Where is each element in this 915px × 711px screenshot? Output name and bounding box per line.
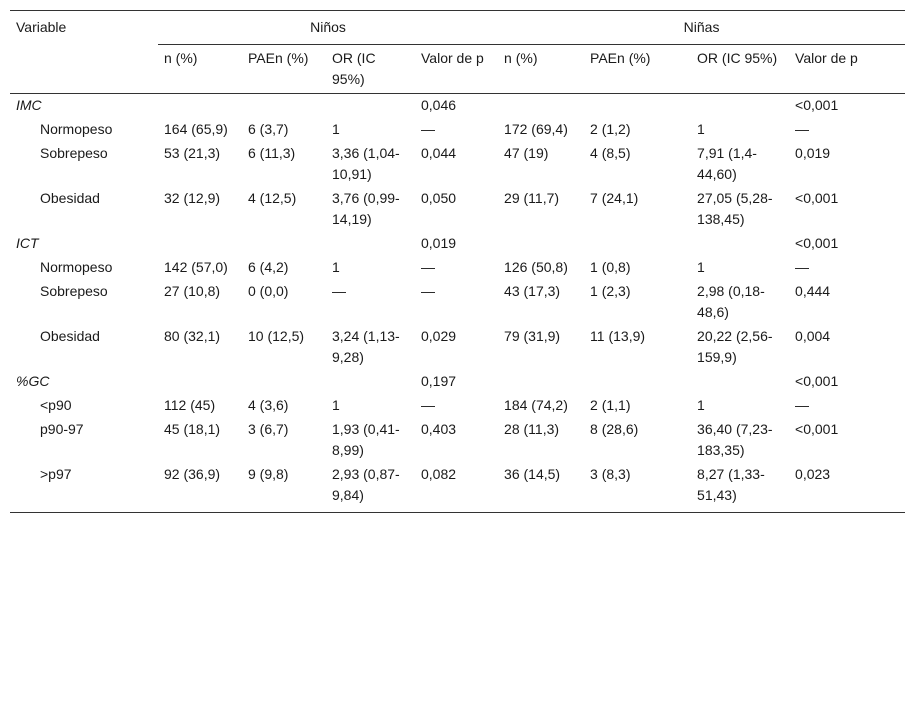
row-label: Normopeso xyxy=(40,259,113,275)
cell-p-girls: <0,001 xyxy=(795,190,839,206)
cell-paen-boys xyxy=(242,370,326,394)
cell-n-girls: 184 (74,2) xyxy=(504,397,568,413)
header-group-girls: Niñas xyxy=(498,11,905,45)
cell-p-girls: <0,001 xyxy=(795,235,839,251)
cell-or-girls: 1 xyxy=(697,121,705,137)
header-col-paen-girls: PAEn (%) xyxy=(584,45,691,94)
cell-p-girls: 0,019 xyxy=(795,145,831,161)
cell-or-boys: 1,93 (0,41-8,99) xyxy=(332,421,400,458)
cell-or-girls: 2,98 (0,18-48,6) xyxy=(697,283,765,320)
cell-or-boys: 3,76 (0,99-14,19) xyxy=(332,190,400,227)
cell-paen-girls xyxy=(584,94,691,119)
cell-or-boys xyxy=(326,370,415,394)
cell-p-boys: 0,050 xyxy=(421,190,457,206)
cell-or-boys: 1 xyxy=(332,259,340,275)
cell-n-boys: 27 (10,8) xyxy=(164,283,221,299)
cell-or-girls: 27,05 (5,28-138,45) xyxy=(697,190,773,227)
cell-n-girls: 172 (69,4) xyxy=(504,121,568,137)
row-label: Sobrepeso xyxy=(40,145,108,161)
cell-or-girls xyxy=(691,94,789,119)
cell-paen-girls: 2 (1,1) xyxy=(590,397,631,413)
header-col-or-boys: OR (IC 95%) xyxy=(326,45,415,94)
cell-paen-boys: 9 (9,8) xyxy=(242,463,326,513)
cell-n-boys: 45 (18,1) xyxy=(164,421,221,437)
header-variable: Variable xyxy=(10,11,158,94)
cell-or-boys: — xyxy=(332,283,346,299)
header-col-p-girls: Valor de p xyxy=(789,45,905,94)
header-col-n-girls: n (%) xyxy=(498,45,584,94)
cell-or-girls: 36,40 (7,23-183,35) xyxy=(697,421,773,458)
cell-or-girls xyxy=(691,370,789,394)
cell-n-girls: 36 (14,5) xyxy=(498,463,584,513)
cell-p-boys: 0,197 xyxy=(421,373,457,389)
cell-paen-boys: 6 (11,3) xyxy=(248,145,296,161)
cell-p-girls: 0,023 xyxy=(789,463,905,513)
cell-p-boys: 0,019 xyxy=(421,235,457,251)
cell-paen-girls: 1 (2,3) xyxy=(590,283,631,299)
cell-n-girls xyxy=(498,370,584,394)
table-row xyxy=(10,118,905,142)
cell-n-boys: 92 (36,9) xyxy=(158,463,242,513)
cell-p-girls: — xyxy=(795,259,810,275)
row-label: Sobrepeso xyxy=(40,283,108,299)
cell-or-girls: 1 xyxy=(697,397,705,413)
cell-paen-girls: 2 (1,2) xyxy=(590,121,631,137)
cell-paen-boys: 6 (3,7) xyxy=(248,121,289,137)
cell-or-girls: 8,27 (1,33-51,43) xyxy=(691,463,789,513)
row-label: Normopeso xyxy=(40,121,113,137)
cell-p-girls: — xyxy=(795,397,810,413)
table-row xyxy=(10,256,905,280)
table-header xyxy=(10,11,905,94)
cell-or-boys xyxy=(326,94,415,119)
table-row xyxy=(10,394,905,418)
cell-n-girls: 43 (17,3) xyxy=(504,283,561,299)
cell-paen-boys xyxy=(242,232,326,256)
header-col-paen-boys: PAEn (%) xyxy=(242,45,326,94)
table-row xyxy=(10,142,905,187)
cell-n-girls xyxy=(498,232,584,256)
cell-paen-girls: 3 (8,3) xyxy=(584,463,691,513)
cell-n-girls xyxy=(498,94,584,119)
cell-p-girls: <0,001 xyxy=(795,421,839,437)
cell-n-boys: 80 (32,1) xyxy=(164,328,221,344)
group-label: %GC xyxy=(16,373,50,389)
cell-n-boys: 142 (57,0) xyxy=(164,259,228,275)
cell-n-girls: 29 (11,7) xyxy=(504,190,560,206)
table-row xyxy=(10,418,905,463)
cell-n-boys: 112 (45) xyxy=(164,397,216,413)
row-label: Obesidad xyxy=(40,328,100,344)
table-group-row xyxy=(10,232,905,256)
header-col-n-boys: n (%) xyxy=(158,45,242,94)
cell-n-boys: 53 (21,3) xyxy=(164,145,221,161)
cell-n-girls: 126 (50,8) xyxy=(504,259,568,275)
cell-p-girls: <0,001 xyxy=(795,97,839,113)
cell-paen-girls: 8 (28,6) xyxy=(590,421,639,437)
header-col-p-boys: Valor de p xyxy=(415,45,498,94)
row-label: Obesidad xyxy=(40,190,100,206)
cell-paen-boys xyxy=(242,94,326,119)
cell-paen-boys: 10 (12,5) xyxy=(248,328,305,344)
group-label: ICT xyxy=(16,235,39,251)
cell-n-boys xyxy=(158,232,242,256)
row-label: <p90 xyxy=(40,397,72,413)
cell-n-girls: 28 (11,3) xyxy=(504,421,560,437)
header-col-or-girls: OR (IC 95%) xyxy=(691,45,789,94)
cell-or-boys: 1 xyxy=(332,121,340,137)
table-body xyxy=(10,94,905,513)
cell-p-boys: — xyxy=(421,283,435,299)
cell-paen-boys: 4 (3,6) xyxy=(248,397,289,413)
cell-or-girls: 1 xyxy=(697,259,705,275)
cell-paen-girls: 11 (13,9) xyxy=(590,328,646,344)
cell-n-girls: 79 (31,9) xyxy=(504,328,561,344)
cell-p-boys: — xyxy=(421,259,435,275)
cell-or-girls xyxy=(691,232,789,256)
table-row xyxy=(10,280,905,325)
cell-paen-boys: 4 (12,5) xyxy=(248,190,297,206)
cell-paen-boys: 3 (6,7) xyxy=(248,421,289,437)
row-label: p90-97 xyxy=(40,421,84,437)
cell-or-boys xyxy=(326,232,415,256)
cell-or-boys: 2,93 (0,87-9,84) xyxy=(326,463,415,513)
cell-p-girls: 0,004 xyxy=(795,328,831,344)
cell-p-boys: — xyxy=(421,397,435,413)
cell-paen-girls: 1 (0,8) xyxy=(590,259,631,275)
table-row xyxy=(10,463,905,513)
cell-or-boys: 3,36 (1,04-10,91) xyxy=(332,145,400,182)
cell-or-girls: 7,91 (1,4-44,60) xyxy=(697,145,757,182)
cell-paen-girls xyxy=(584,370,691,394)
cell-paen-girls: 7 (24,1) xyxy=(590,190,639,206)
cell-p-boys: 0,403 xyxy=(421,421,457,437)
table-row xyxy=(10,187,905,232)
cell-p-boys: 0,046 xyxy=(421,97,457,113)
table-group-row xyxy=(10,94,905,119)
cell-p-girls: — xyxy=(795,121,810,137)
cell-p-boys: 0,029 xyxy=(421,328,457,344)
results-table xyxy=(10,10,905,513)
cell-p-girls: <0,001 xyxy=(795,373,839,389)
cell-p-girls: 0,444 xyxy=(795,283,831,299)
cell-or-boys: 1 xyxy=(332,397,340,413)
results-table-container xyxy=(10,10,905,513)
group-label: IMC xyxy=(16,97,42,113)
cell-p-boys: — xyxy=(421,121,435,137)
cell-p-boys: 0,082 xyxy=(415,463,498,513)
cell-paen-girls xyxy=(584,232,691,256)
cell-paen-boys: 6 (4,2) xyxy=(248,259,289,275)
table-group-row xyxy=(10,370,905,394)
cell-or-boys: 3,24 (1,13-9,28) xyxy=(332,328,400,365)
table-row xyxy=(10,325,905,370)
cell-n-boys xyxy=(158,94,242,119)
row-label: >p97 xyxy=(10,463,158,513)
cell-n-boys: 164 (65,9) xyxy=(164,121,228,137)
cell-paen-boys: 0 (0,0) xyxy=(248,283,289,299)
cell-paen-girls: 4 (8,5) xyxy=(590,145,631,161)
cell-n-girls: 47 (19) xyxy=(504,145,549,161)
cell-or-girls: 20,22 (2,56-159,9) xyxy=(697,328,773,365)
cell-n-boys xyxy=(158,370,242,394)
cell-n-boys: 32 (12,9) xyxy=(164,190,221,206)
header-group-boys: Niños xyxy=(158,11,498,45)
cell-p-boys: 0,044 xyxy=(421,145,457,161)
